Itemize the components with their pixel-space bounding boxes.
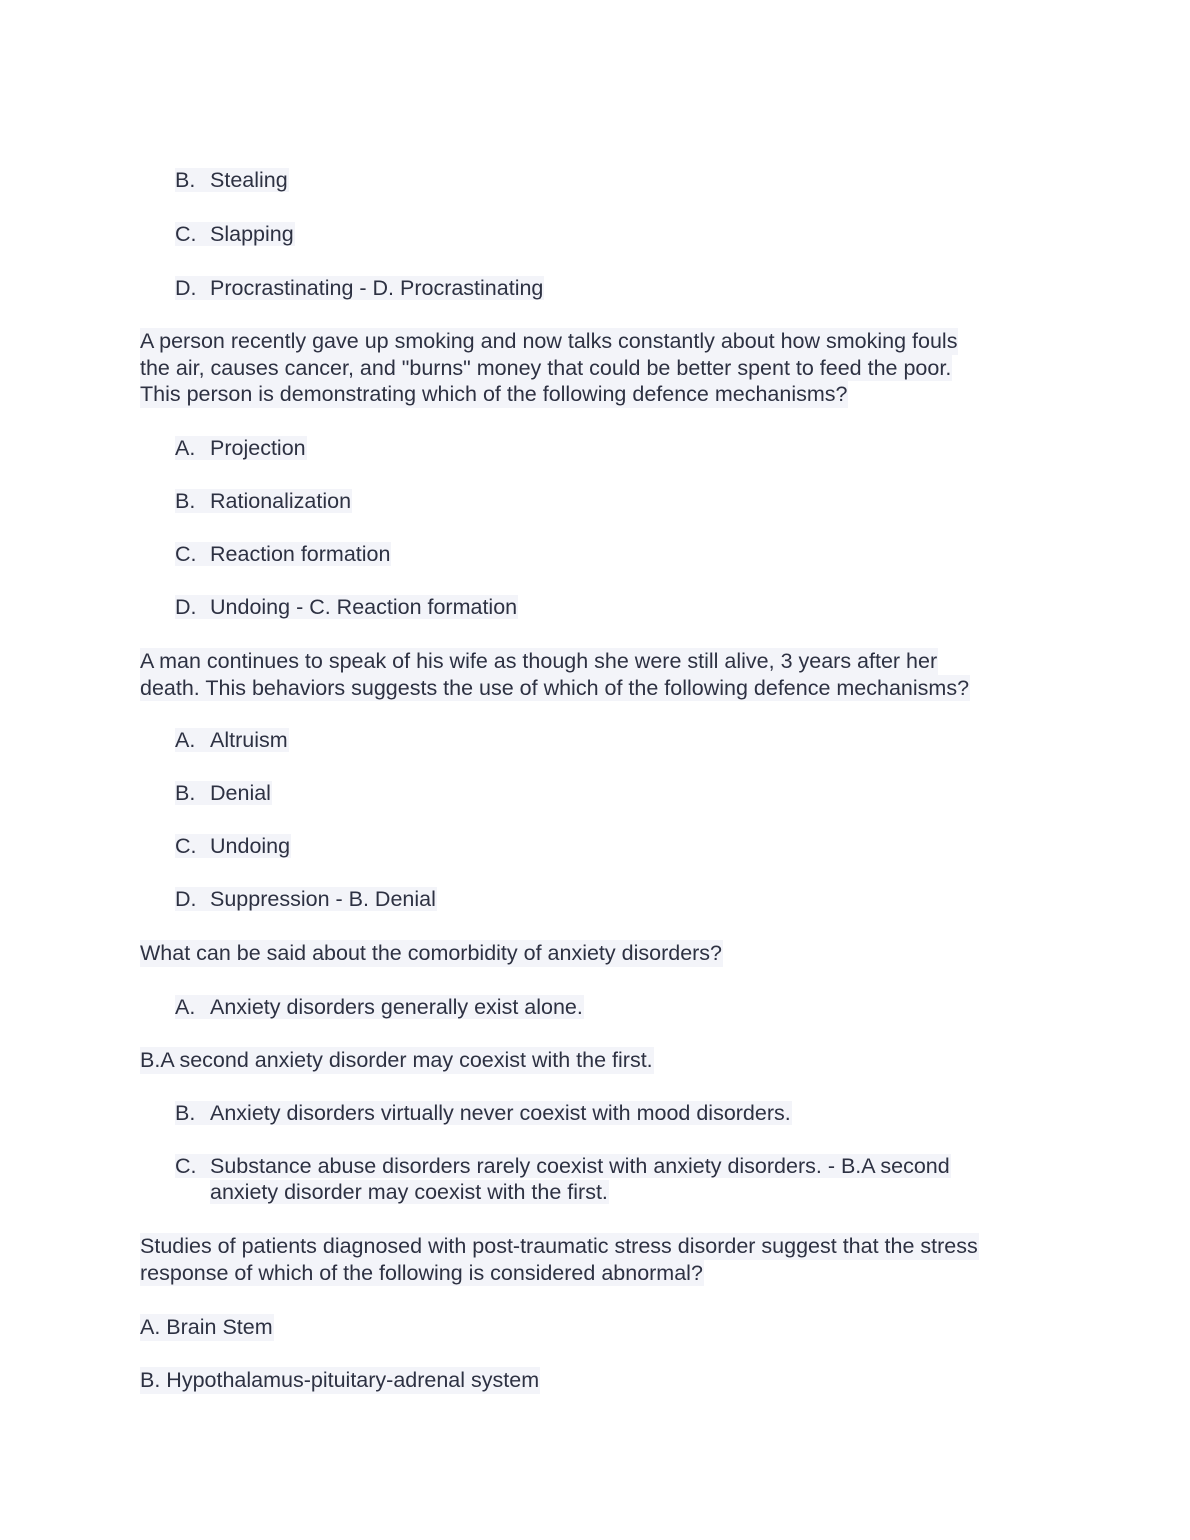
answer-option — [140, 1367, 540, 1394]
plain-answer-line — [140, 1047, 654, 1074]
option-text: Projection — [210, 436, 306, 460]
answer-option — [175, 727, 289, 753]
question-text — [140, 328, 958, 408]
option-letter: B. — [175, 168, 196, 192]
option-text: Procrastinating - D. Procrastinating — [210, 276, 544, 300]
option-letter: C. — [175, 542, 197, 566]
question-line: Studies of patients diagnosed with post-traumatic stress disorder suggest that the stress — [140, 1234, 978, 1258]
answer-option — [175, 1100, 792, 1126]
question-text — [140, 648, 970, 701]
answer-option — [175, 488, 352, 514]
answer-option — [175, 833, 291, 859]
answer-option — [175, 1153, 951, 1205]
option-text: Suppression - B. Denial — [210, 887, 436, 911]
option-text: Rationalization — [210, 489, 352, 513]
question-line: the air, causes cancer, and "burns" money that could be better spent to feed the poor. — [140, 355, 952, 380]
question-text — [140, 940, 723, 967]
answer-option — [175, 886, 437, 912]
option-text: Slapping — [210, 222, 294, 246]
option-letter: C. — [175, 222, 197, 246]
option-letter: A. — [175, 995, 196, 1019]
option-letter: B. — [175, 781, 196, 805]
answer-option — [175, 994, 584, 1020]
option-text: B. Hypothalamus-pituitary-adrenal system — [140, 1368, 540, 1392]
option-text: Undoing - C. Reaction formation — [210, 595, 518, 619]
option-letter: D. — [175, 887, 197, 911]
option-letter: A. — [175, 436, 196, 460]
option-text: Stealing — [210, 168, 288, 192]
option-letter: C. — [175, 834, 197, 858]
option-text: Denial — [210, 781, 271, 805]
question-line: A person recently gave up smoking and now talks constantly about how smoking fouls — [140, 329, 958, 353]
answer-option — [175, 594, 518, 620]
option-text: Undoing — [210, 834, 291, 858]
option-text: A. Brain Stem — [140, 1315, 273, 1339]
option-text: Anxiety disorders virtually never coexist with mood disorders. — [210, 1101, 791, 1125]
option-text-continued: anxiety disorder may coexist with the first. — [210, 1180, 608, 1204]
option-letter: B. — [175, 489, 196, 513]
option-text: Anxiety disorders generally exist alone. — [210, 995, 583, 1019]
option-letter: D. — [175, 595, 197, 619]
question-text — [140, 1233, 979, 1286]
answer-option — [175, 221, 295, 247]
answer-option — [175, 275, 544, 301]
option-letter: D. — [175, 276, 197, 300]
answer-option — [175, 780, 272, 806]
answer-option — [175, 167, 289, 193]
question-line: This person is demonstrating which of the following defence mechanisms? — [140, 382, 848, 407]
option-letter: B. — [175, 1101, 196, 1125]
question-line: A man continues to speak of his wife as though she were still alive, 3 years after her — [140, 649, 938, 673]
option-text: Reaction formation — [210, 542, 391, 566]
option-text: Substance abuse disorders rarely coexist with anxiety disorders. - B.A second — [210, 1154, 950, 1178]
answer-option — [175, 541, 391, 567]
question-line: death. This behaviors suggests the use of which of the following defence mechanisms? — [140, 675, 970, 700]
question-line: response of which of the following is considered abnormal? — [140, 1260, 703, 1285]
answer-option — [140, 1314, 274, 1341]
question-line: What can be said about the comorbidity of anxiety disorders? — [140, 941, 723, 965]
answer-option — [175, 435, 307, 461]
answer-text: B.A second anxiety disorder may coexist with the first. — [140, 1048, 653, 1072]
option-letter: C. — [175, 1154, 197, 1178]
option-letter: A. — [175, 728, 196, 752]
option-text: Altruism — [210, 728, 288, 752]
